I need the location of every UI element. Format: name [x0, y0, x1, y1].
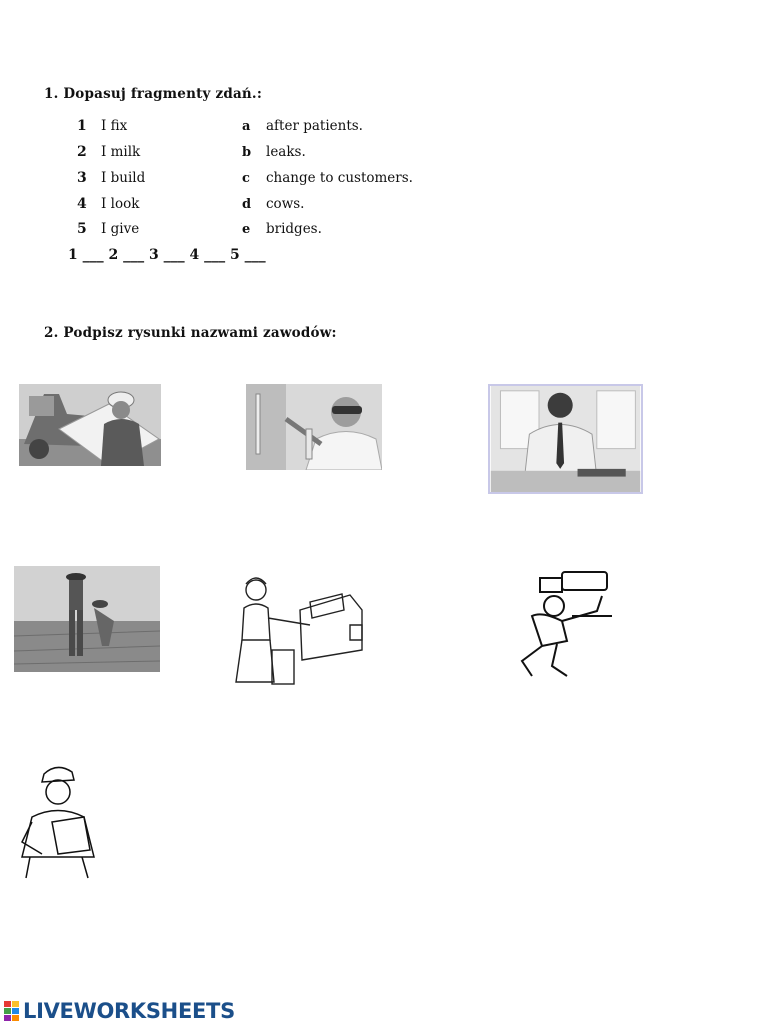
sentence-ending: change to customers. — [266, 170, 413, 186]
office-worker-photo — [488, 384, 643, 494]
exercise-2-title: 2. Podpisz rysunki nazwami zawodów: — [44, 325, 337, 341]
sentence-ending: after patients. — [266, 118, 363, 134]
sentence-ending: cows. — [266, 196, 305, 212]
farmers-photo — [14, 566, 160, 672]
sentence-start: I milk — [101, 144, 141, 160]
scientist-photo — [246, 384, 382, 470]
logo-text: LIVEWORKSHEETS — [23, 999, 235, 1023]
row-letter: e — [242, 222, 251, 237]
row-number: 1 — [77, 118, 87, 134]
exercise-1-title: 1. Dopasuj fragmenty zdań.: — [44, 86, 263, 102]
sentence-start: I build — [101, 170, 146, 186]
sentence-ending: leaks. — [266, 144, 306, 160]
liveworksheets-logo — [4, 998, 235, 1024]
cashier-drawing — [230, 570, 372, 692]
sentence-start: I give — [101, 221, 140, 237]
row-number: 2 — [77, 144, 87, 160]
mechanic-drawing — [512, 566, 614, 680]
row-number: 5 — [77, 221, 87, 237]
row-number: 3 — [77, 170, 87, 186]
sentence-ending: bridges. — [266, 221, 322, 237]
row-letter: d — [242, 197, 252, 212]
sentence-start: I look — [101, 196, 140, 212]
logo-mark-icon — [4, 1000, 20, 1022]
row-number: 4 — [77, 196, 87, 212]
row-letter: a — [242, 119, 251, 134]
construction-worker-photo — [19, 384, 161, 466]
row-letter: c — [242, 171, 250, 186]
sentence-start: I fix — [101, 118, 128, 134]
answer-blanks[interactable]: 1 ___ 2 ___ 3 ___ 4 ___ 5 ___ — [68, 247, 266, 263]
row-letter: b — [242, 145, 252, 160]
nurse-drawing — [12, 762, 102, 880]
